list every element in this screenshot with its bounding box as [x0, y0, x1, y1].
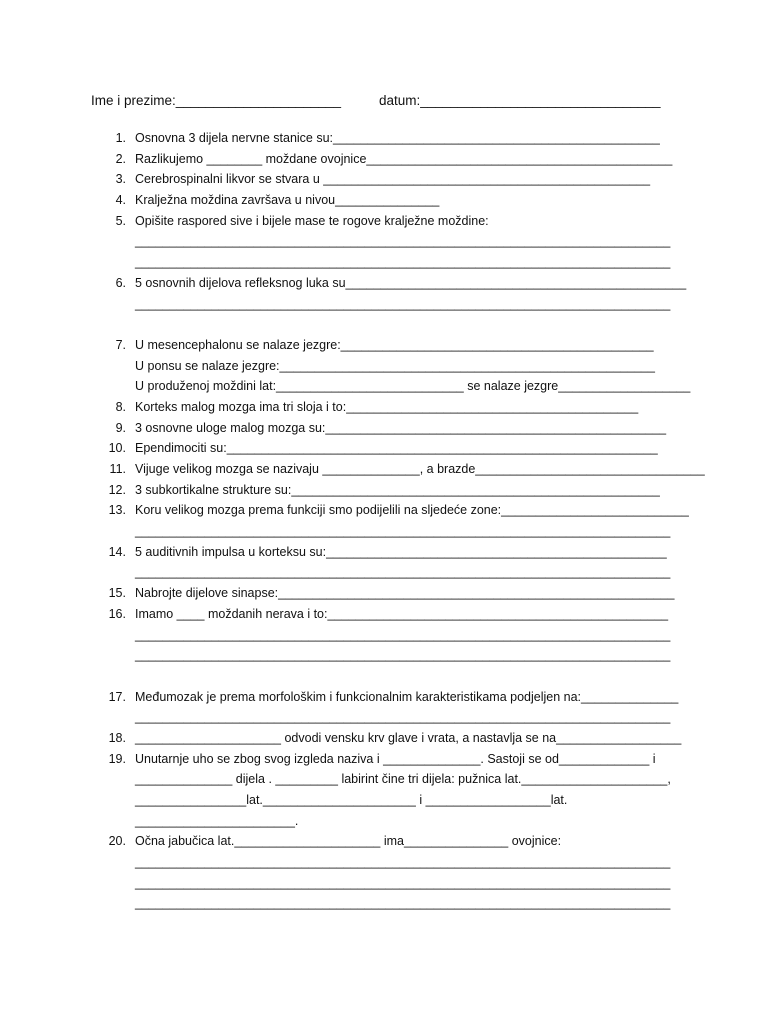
- answer-line-text[interactable]: _____________________________________________________________________________: [135, 875, 671, 890]
- name-field-label[interactable]: Ime i prezime:______________________: [91, 93, 341, 108]
- question-number: 15.: [108, 586, 126, 601]
- question-number: 7.: [115, 337, 126, 352]
- question-row: [0, 438, 768, 459]
- question-text[interactable]: 3 osnovne uloge malog mozga su:_________________________________________________: [135, 420, 667, 435]
- question-row: [0, 273, 768, 294]
- question-number: 19.: [108, 751, 126, 766]
- answer-line-text[interactable]: _____________________________________________________________________________: [135, 648, 671, 663]
- question-row: [0, 335, 768, 356]
- answer-line[interactable]: [0, 707, 768, 728]
- answer-line[interactable]: [0, 252, 768, 273]
- question-row: [0, 128, 768, 149]
- question-text[interactable]: Cerebrospinalni likvor se stvara u _______________________________________________: [135, 172, 651, 187]
- answer-line[interactable]: [0, 521, 768, 542]
- question-text[interactable]: Ependimociti su:______________________________________________________________: [135, 441, 658, 456]
- answer-line[interactable]: [0, 294, 768, 315]
- question-list: [0, 128, 768, 914]
- answer-line-text[interactable]: _____________________________________________________________________________: [135, 234, 671, 249]
- question-text[interactable]: Očna jabučica lat._____________________ ima_______________ ovojnice:: [135, 834, 562, 849]
- question-row: [0, 583, 768, 604]
- question-text[interactable]: 5 osnovnih dijelova refleksnog luka su_________________________________________________: [135, 275, 687, 290]
- question-text[interactable]: U mesencephalonu se nalaze jezgre:_____________________________________________: [135, 337, 654, 352]
- answer-line[interactable]: [0, 231, 768, 252]
- question-row: [0, 480, 768, 501]
- question-row: [0, 500, 768, 521]
- question-number: 17.: [108, 689, 126, 704]
- question-number: 1.: [115, 131, 126, 145]
- question-text[interactable]: U produženoj moždini lat:___________________________ se nalaze jezgre___________________: [135, 379, 691, 394]
- question-row: [0, 418, 768, 439]
- question-number: 2.: [115, 151, 126, 166]
- question-text[interactable]: Koru velikog mozga prema funkciji smo podijelili na sljedeće zone:___________________________: [135, 503, 689, 518]
- question-text[interactable]: 5 auditivnih impulsa u korteksu su:_________________________________________________: [135, 544, 667, 559]
- question-number: 5.: [115, 213, 126, 228]
- question-text[interactable]: Nabrojte dijelove sinapse:_________________________________________________________: [135, 586, 675, 601]
- answer-line-text[interactable]: _____________________________________________________________________________: [135, 296, 671, 311]
- answer-line-text[interactable]: _____________________________________________________________________________: [135, 627, 671, 642]
- answer-line-text[interactable]: _____________________________________________________________________________: [135, 524, 671, 539]
- question-row: [0, 169, 768, 190]
- question-text[interactable]: Osnovna 3 dijela nervne stanice su:_______________________________________________: [135, 131, 660, 145]
- question-number: 3.: [115, 172, 126, 187]
- question-row: [0, 542, 768, 563]
- question-row: [0, 376, 768, 397]
- question-row: [0, 190, 768, 211]
- answer-line-text[interactable]: _____________________________________________________________________________: [135, 565, 671, 580]
- question-text[interactable]: Kralježna moždina završava u nivou_______________: [135, 193, 440, 208]
- question-number: 10.: [108, 441, 126, 456]
- question-row: [0, 604, 768, 625]
- question-text[interactable]: Razlikujemo ________ moždane ovojnice____________________________________________: [135, 151, 673, 166]
- header: [91, 93, 661, 108]
- question-text[interactable]: Opišite raspored sive i bijele mase te rogove kralježne moždine:: [135, 213, 489, 228]
- question-number: 4.: [115, 193, 126, 208]
- question-number: 11.: [109, 462, 126, 476]
- question-text[interactable]: Korteks malog mozga ima tri sloja i to:__________________________________________: [135, 399, 639, 414]
- answer-line-text[interactable]: _____________________________________________________________________________: [135, 855, 671, 870]
- question-number: 6.: [115, 275, 126, 290]
- question-row: [0, 397, 768, 418]
- question-text[interactable]: Vijuge velikog mozga se nazivaju ______________, a brazde_________________________________: [135, 462, 705, 476]
- question-row: [0, 831, 768, 852]
- question-row: [0, 728, 768, 749]
- answer-line-text[interactable]: _____________________________________________________________________________: [135, 710, 671, 725]
- answer-line[interactable]: [0, 625, 768, 646]
- answer-line[interactable]: [0, 873, 768, 894]
- question-text[interactable]: _______________________.: [135, 813, 299, 828]
- question-row: [0, 356, 768, 377]
- question-text[interactable]: Međumozak je prema morfološkim i funkcionalnim karakteristikama podjeljen na:______________: [135, 689, 679, 704]
- question-row: [0, 811, 768, 832]
- spacer: [0, 314, 768, 335]
- question-number: 18.: [108, 730, 126, 745]
- question-number: 8.: [115, 399, 126, 414]
- question-number: 20.: [108, 834, 126, 849]
- answer-line[interactable]: [0, 562, 768, 583]
- answer-line[interactable]: [0, 645, 768, 666]
- question-text[interactable]: _____________________ odvodi vensku krv glave i vrata, a nastavlja se na__________________: [135, 730, 682, 745]
- date-field-label[interactable]: datum:________________________________: [379, 93, 661, 108]
- question-number: 14.: [108, 544, 126, 559]
- question-row: [0, 459, 768, 480]
- answer-line[interactable]: [0, 893, 768, 914]
- question-text[interactable]: ________________lat.______________________ i __________________lat.: [135, 793, 568, 807]
- answer-line[interactable]: [0, 852, 768, 873]
- question-text[interactable]: Unutarnje uho se zbog svog izgleda naziva i ______________. Sastoji se od_____________ i: [135, 751, 656, 766]
- question-row: [0, 211, 768, 232]
- question-number: 16.: [108, 606, 126, 621]
- question-number: 9.: [115, 420, 126, 435]
- question-row: [0, 769, 768, 790]
- answer-line-text[interactable]: _____________________________________________________________________________: [135, 255, 671, 270]
- question-row: [0, 749, 768, 770]
- question-row: [0, 687, 768, 708]
- answer-line-text[interactable]: _____________________________________________________________________________: [135, 896, 671, 911]
- question-text[interactable]: Imamo ____ moždanih nerava i to:_________________________________________________: [135, 606, 669, 621]
- question-number: 13.: [108, 503, 126, 518]
- spacer: [0, 666, 768, 687]
- question-text[interactable]: U ponsu se nalaze jezgre:______________________________________________________: [135, 358, 655, 373]
- question-text[interactable]: ______________ dijela . _________ labirint čine tri dijela: pužnica lat._____________________,: [135, 772, 671, 787]
- question-row: [0, 149, 768, 170]
- question-text[interactable]: 3 subkortikalne strukture su:_____________________________________________________: [135, 482, 660, 497]
- question-number: 12.: [108, 482, 126, 497]
- question-row: [0, 790, 768, 811]
